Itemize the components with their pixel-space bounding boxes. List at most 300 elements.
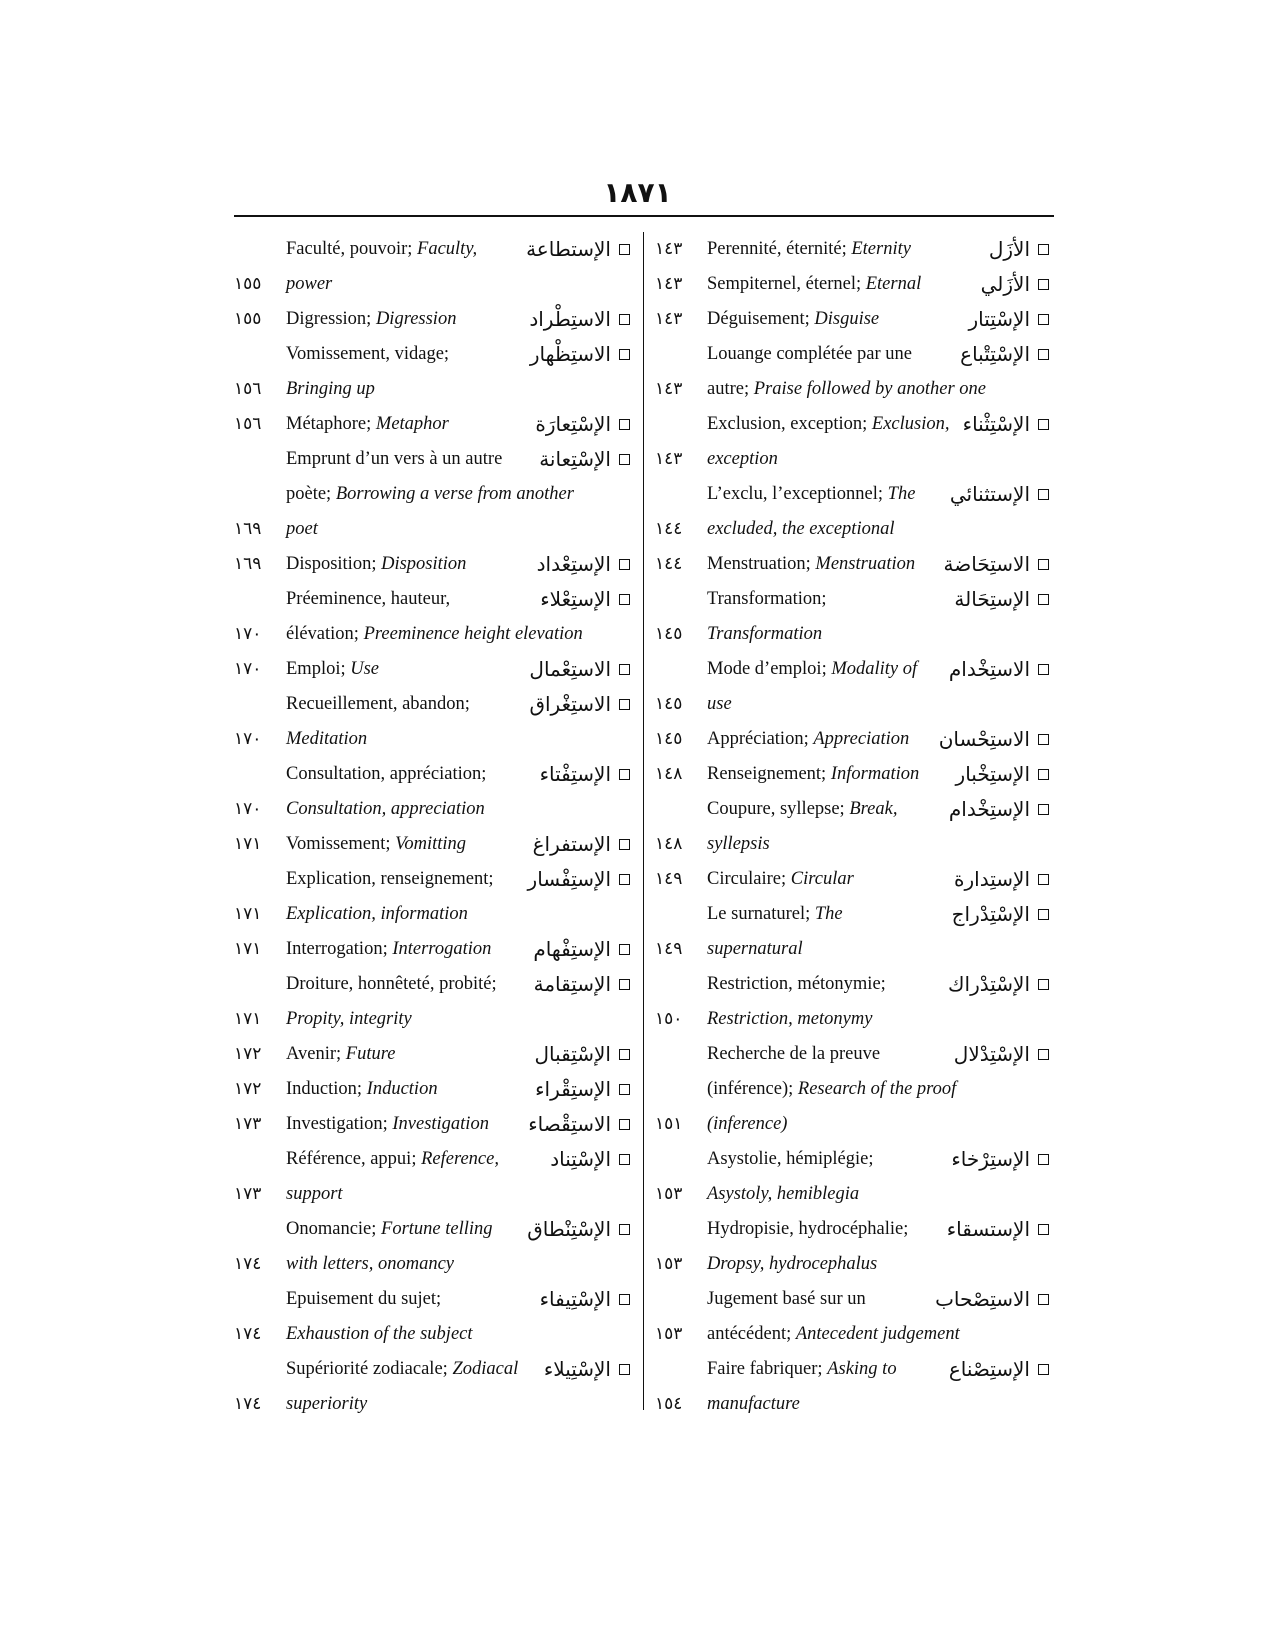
entry-translation	[707, 232, 911, 267]
arabic-term	[951, 1142, 1049, 1177]
page-ref: ١٧٤	[234, 1254, 262, 1274]
entry-translation	[286, 827, 466, 862]
entry-translation	[286, 722, 367, 757]
entry-translation	[286, 582, 450, 617]
entry-translation	[707, 372, 986, 407]
entry-line	[234, 267, 634, 302]
arabic-term-text: الإستِفْتاء	[539, 762, 611, 786]
arabic-term	[529, 652, 630, 687]
english-text: Antecedent judgement	[795, 1324, 960, 1344]
arabic-term	[535, 407, 630, 442]
page-ref: ١٤٥	[655, 729, 683, 749]
entry-translation	[286, 1387, 367, 1422]
entry-translation	[286, 407, 449, 442]
arabic-term	[535, 1072, 630, 1107]
arabic-term-text: الإستِقْراء	[535, 1077, 611, 1101]
english-text: excluded, the exceptional	[707, 519, 895, 539]
entry-line	[655, 512, 1053, 547]
square-bullet-icon	[619, 244, 630, 255]
arabic-term-text: الإستِرْخاء	[951, 1147, 1030, 1171]
entry-line	[655, 652, 1053, 687]
french-text: autre;	[707, 379, 754, 399]
entry-translation	[707, 722, 909, 757]
arabic-term	[529, 687, 630, 722]
arabic-term	[948, 967, 1049, 1002]
arabic-term-text: الإسْتِعانة	[539, 447, 611, 471]
entry-translation	[707, 967, 886, 1002]
entry-line	[234, 302, 634, 337]
entry-translation	[286, 932, 491, 967]
page-ref: ١٥٤	[655, 1394, 683, 1414]
arabic-term-text: الإستِعْداد	[536, 552, 611, 576]
arabic-term-text: الاستِقْصاء	[528, 1112, 611, 1136]
arabic-term	[989, 232, 1049, 267]
entry-line	[655, 1072, 1053, 1107]
square-bullet-icon	[619, 874, 630, 885]
square-bullet-icon	[619, 1154, 630, 1165]
entry-translation	[707, 1282, 866, 1317]
english-text: Induction	[366, 1079, 438, 1099]
english-text: (inference)	[707, 1114, 788, 1134]
french-text: Sempiternel, éternel;	[707, 274, 866, 294]
entry-line	[234, 1282, 634, 1317]
english-text: Exclusion,	[871, 414, 950, 434]
english-text: Exhaustion of the subject	[286, 1324, 473, 1344]
arabic-term-text: الأزَل	[988, 237, 1030, 261]
square-bullet-icon	[1038, 664, 1049, 675]
page-ref: ١٤٣	[655, 309, 683, 329]
entry-line	[234, 477, 634, 512]
english-text: with letters, onomancy	[286, 1254, 455, 1274]
entry-line	[234, 722, 634, 757]
entry-translation	[707, 827, 770, 862]
french-text: Recherche de la preuve	[707, 1044, 881, 1064]
english-text: Explication, information	[286, 904, 468, 924]
french-text: Restriction, métonymie;	[707, 974, 886, 994]
arabic-term	[528, 862, 630, 897]
french-text: Vomissement;	[286, 834, 396, 854]
french-text: Investigation;	[286, 1114, 393, 1134]
entry-line	[655, 1317, 1053, 1352]
arabic-term	[954, 582, 1049, 617]
english-text: Information	[830, 764, 920, 784]
entry-translation	[286, 1282, 441, 1317]
english-text: Circular	[790, 869, 854, 889]
square-bullet-icon	[1038, 279, 1049, 290]
entry-translation	[286, 1212, 493, 1247]
entry-line	[234, 512, 634, 547]
square-bullet-icon	[619, 419, 630, 430]
entry-line	[234, 372, 634, 407]
english-text: Research of the proof	[797, 1079, 957, 1099]
entry-translation	[707, 1107, 787, 1142]
square-bullet-icon	[619, 349, 630, 360]
page-ref: ١٧٢	[234, 1079, 262, 1099]
page-ref: ١٤٥	[655, 624, 683, 644]
entry-translation	[286, 1107, 489, 1142]
page-ref: ١٥٥	[234, 274, 262, 294]
arabic-term	[529, 302, 630, 337]
entry-line	[234, 232, 634, 267]
english-text: Eternal	[865, 274, 922, 294]
entry-line	[234, 1072, 634, 1107]
arabic-term-text: الإسْتِثْناء	[962, 412, 1030, 436]
page-ref: ١٧١	[234, 939, 262, 959]
arabic-term	[550, 1142, 630, 1177]
entry-translation	[286, 757, 486, 792]
entry-translation	[707, 1352, 897, 1387]
page-ref: ١٧١	[234, 834, 262, 854]
arabic-term-text: الاستِطْراد	[529, 307, 611, 331]
arabic-term	[539, 442, 630, 477]
french-text: Déguisement;	[707, 309, 815, 329]
entry-translation	[286, 442, 502, 477]
entry-translation	[707, 407, 950, 442]
entry-line	[234, 1247, 634, 1282]
french-text: Perennité, éternité;	[707, 239, 852, 259]
page-ref: ١٤٣	[655, 274, 683, 294]
square-bullet-icon	[1038, 1049, 1049, 1060]
english-text: Asking to	[827, 1359, 897, 1379]
entry-line	[234, 827, 634, 862]
english-text: syllepsis	[707, 834, 770, 854]
arabic-term-text: الاستِعْمال	[529, 657, 611, 681]
page-ref: ١٥٥	[234, 309, 262, 329]
french-text: Emprunt d’un vers à un autre	[286, 449, 503, 469]
entry-line	[234, 1352, 634, 1387]
page-number: ١٨٧١	[603, 176, 672, 209]
english-text: Bringing up	[286, 379, 375, 399]
english-text: Borrowing a verse from another	[335, 484, 574, 504]
arabic-term-text: الاستِحَاضة	[943, 552, 1030, 576]
square-bullet-icon	[1038, 769, 1049, 780]
french-text: L’exclu, l’exceptionnel;	[707, 484, 888, 504]
french-text: Circulaire;	[707, 869, 791, 889]
entry-line	[234, 792, 634, 827]
french-text: Métaphore;	[286, 414, 376, 434]
entry-line	[234, 757, 634, 792]
entry-translation	[707, 1212, 908, 1247]
english-text: Fortune telling	[381, 1219, 493, 1239]
arabic-term-text: الإستثنائي	[949, 482, 1030, 506]
entry-translation	[707, 512, 894, 547]
arabic-term-text: الإسْتِناد	[550, 1147, 611, 1171]
page-ref: ١٤٨	[655, 834, 683, 854]
arabic-term-text: الإستِحَالة	[954, 587, 1030, 611]
entry-line	[655, 1037, 1053, 1072]
english-text: Praise followed by another one	[753, 379, 986, 399]
english-text: superiority	[286, 1394, 368, 1414]
entry-translation	[707, 1317, 960, 1352]
french-text: Vomissement, vidage;	[286, 344, 450, 364]
square-bullet-icon	[619, 559, 630, 570]
arabic-term	[944, 547, 1049, 582]
entry-translation	[707, 792, 897, 827]
arabic-term-text: الأزَلي	[980, 272, 1030, 296]
english-text: Preeminence height elevation	[363, 624, 583, 644]
entry-translation	[286, 1002, 412, 1037]
english-text: Appreciation	[813, 729, 910, 749]
entry-translation	[707, 1177, 859, 1212]
arabic-term-text: الإستفراغ	[532, 832, 611, 856]
page-ref: ١٧٣	[234, 1114, 262, 1134]
entry-translation	[286, 337, 449, 372]
page-ref: ١٧٠	[234, 729, 262, 749]
entry-line	[655, 1387, 1053, 1422]
entry-translation	[286, 477, 574, 512]
french-text: élévation;	[286, 624, 364, 644]
french-text: Renseignement;	[707, 764, 831, 784]
english-text: manufacture	[707, 1394, 800, 1414]
french-text: Menstruation;	[707, 554, 816, 574]
entry-line	[655, 1107, 1053, 1142]
french-text: Transformation;	[707, 589, 827, 609]
entry-line	[655, 792, 1053, 827]
entry-line	[655, 757, 1053, 792]
entry-translation	[286, 652, 379, 687]
square-bullet-icon	[1038, 734, 1049, 745]
entry-translation	[707, 1072, 956, 1107]
page-ref: ١٥٦	[234, 379, 262, 399]
english-text: exception	[707, 449, 778, 469]
french-text: Préeminence, hauteur,	[286, 589, 451, 609]
square-bullet-icon	[619, 1294, 630, 1305]
square-bullet-icon	[619, 1224, 630, 1235]
arabic-term	[954, 1037, 1049, 1072]
entry-line	[234, 1107, 634, 1142]
french-text: Onomancie;	[286, 1219, 382, 1239]
entry-translation	[707, 897, 843, 932]
page-ref: ١٥٣	[655, 1324, 683, 1344]
entry-line	[234, 1387, 634, 1422]
english-text: support	[286, 1184, 343, 1204]
entry-line	[655, 442, 1053, 477]
french-text: Le surnaturel;	[707, 904, 815, 924]
entry-line	[655, 897, 1053, 932]
english-text: Propity, integrity	[286, 1009, 412, 1029]
page-ref: ١٧٠	[234, 659, 262, 679]
entry-line	[234, 442, 634, 477]
arabic-term	[954, 862, 1049, 897]
french-text: poète;	[286, 484, 336, 504]
page-ref: ١٧٣	[234, 1184, 262, 1204]
square-bullet-icon	[619, 979, 630, 990]
french-text: Disposition;	[286, 554, 382, 574]
arabic-term	[540, 757, 630, 792]
english-text: Reference,	[421, 1149, 499, 1169]
arabic-term-text: الإستِخْبار	[955, 762, 1030, 786]
entry-line	[234, 582, 634, 617]
square-bullet-icon	[619, 664, 630, 675]
entry-line	[234, 1142, 634, 1177]
arabic-term	[949, 652, 1049, 687]
arabic-term-text: الاستِخْدام	[948, 657, 1030, 681]
entry-line	[655, 862, 1053, 897]
french-text: (inférence);	[707, 1079, 798, 1099]
english-text: Digression	[375, 309, 457, 329]
english-text: Interrogation	[392, 939, 492, 959]
arabic-term	[960, 337, 1049, 372]
entry-line	[234, 897, 634, 932]
right-column	[655, 232, 1053, 1422]
french-text: Exclusion, exception;	[707, 414, 872, 434]
entry-translation	[707, 1037, 880, 1072]
entry-translation	[707, 687, 732, 722]
english-text: Eternity	[851, 239, 911, 259]
square-bullet-icon	[1038, 1154, 1049, 1165]
english-text: power	[286, 274, 333, 294]
arabic-term-text: الإستِدارة	[954, 867, 1030, 891]
square-bullet-icon	[1038, 559, 1049, 570]
entry-line	[655, 932, 1053, 967]
arabic-term	[527, 1212, 630, 1247]
page-ref: ١٤٣	[655, 449, 683, 469]
page-ref: ١٧٤	[234, 1394, 262, 1414]
arabic-term-text: الإستِفْهام	[533, 937, 611, 961]
entry-translation	[286, 1352, 518, 1387]
square-bullet-icon	[1038, 349, 1049, 360]
french-text: Epuisement du sujet;	[286, 1289, 442, 1309]
header-rule	[234, 215, 1054, 217]
arabic-term	[534, 1037, 630, 1072]
arabic-term-text: الإسْتِيلاء	[543, 1357, 611, 1381]
entry-line	[655, 547, 1053, 582]
arabic-term-text: الإسْتِدْلال	[953, 1042, 1030, 1066]
entry-line	[655, 687, 1053, 722]
square-bullet-icon	[619, 594, 630, 605]
entry-line	[655, 967, 1053, 1002]
page-ref: ١٤٩	[655, 869, 683, 889]
arabic-term-text: الإسْتِدْراك	[948, 972, 1030, 996]
arabic-term	[534, 967, 630, 1002]
entry-line	[234, 652, 634, 687]
entry-translation	[286, 1037, 395, 1072]
entry-line	[655, 1212, 1053, 1247]
page-ref: ١٥٣	[655, 1184, 683, 1204]
entry-translation	[707, 862, 854, 897]
entry-translation	[286, 1142, 499, 1177]
entry-line	[655, 1142, 1053, 1177]
arabic-term-text: الإسْتِيفاء	[539, 1287, 611, 1311]
entry-translation	[707, 757, 919, 792]
french-text: Supériorité zodiacale;	[286, 1359, 453, 1379]
square-bullet-icon	[619, 699, 630, 710]
page-ref: ١٧٠	[234, 799, 262, 819]
entry-translation	[707, 302, 879, 337]
english-text: Future	[345, 1044, 396, 1064]
arabic-term-text: الإسْتِتار	[968, 307, 1030, 331]
arabic-term-text: الإستِخْدام	[948, 797, 1030, 821]
french-text: Mode d’emploi;	[707, 659, 832, 679]
page-ref: ١٥٠	[655, 1009, 683, 1029]
entry-translation	[286, 1317, 473, 1352]
square-bullet-icon	[1038, 489, 1049, 500]
entry-line	[234, 1037, 634, 1072]
square-bullet-icon	[619, 1119, 630, 1130]
arabic-term	[528, 1107, 630, 1142]
french-text: Faculté, pouvoir;	[286, 239, 418, 259]
french-text: Digression;	[286, 309, 376, 329]
french-text: Interrogation;	[286, 939, 393, 959]
french-text: Jugement basé sur un	[707, 1289, 866, 1309]
english-text: Transformation	[707, 624, 823, 644]
french-text: Consultation, appréciation;	[286, 764, 487, 784]
english-text: Meditation	[286, 729, 368, 749]
arabic-term-text: الاستِحْسان	[938, 727, 1030, 751]
arabic-term-text: الإسْتِتْباع	[960, 342, 1030, 366]
entry-line	[234, 407, 634, 442]
square-bullet-icon	[1038, 979, 1049, 990]
arabic-term	[540, 582, 630, 617]
entry-translation	[707, 337, 912, 372]
page-ref: ١٧٠	[234, 624, 262, 644]
entry-translation	[286, 617, 583, 652]
entry-translation	[707, 267, 921, 302]
entry-translation	[707, 477, 915, 512]
arabic-term	[935, 1282, 1049, 1317]
arabic-term-text: الاستِغْراق	[529, 692, 611, 716]
french-text: Louange complétée par une	[707, 344, 912, 364]
entry-translation	[707, 1247, 877, 1282]
page-ref: ١٧١	[234, 1009, 262, 1029]
entry-translation	[707, 1142, 873, 1177]
entry-translation	[286, 1177, 343, 1212]
entry-translation	[286, 512, 318, 547]
english-text: Consultation, appreciation	[286, 799, 485, 819]
entry-line	[655, 407, 1053, 442]
arabic-term	[963, 407, 1049, 442]
square-bullet-icon	[1038, 1364, 1049, 1375]
french-text: Appréciation;	[707, 729, 814, 749]
page-ref: ١٤٣	[655, 239, 683, 259]
arabic-term-text: الإستِقامة	[533, 972, 611, 996]
entry-line	[655, 1002, 1053, 1037]
entry-line	[234, 337, 634, 372]
french-text: Avenir;	[286, 1044, 346, 1064]
page-ref: ١٦٩	[234, 519, 262, 539]
arabic-term	[530, 337, 630, 372]
english-text: supernatural	[707, 939, 803, 959]
page-ref: ١٧٤	[234, 1324, 262, 1344]
arabic-term-text: الاستِصْحاب	[935, 1287, 1030, 1311]
french-text: Faire fabriquer;	[707, 1359, 828, 1379]
entry-translation	[286, 1247, 454, 1282]
square-bullet-icon	[619, 839, 630, 850]
page-ref: ١٦٩	[234, 554, 262, 574]
page-ref: ١٥٣	[655, 1254, 683, 1274]
square-bullet-icon	[1038, 1294, 1049, 1305]
page-ref: ١٤٨	[655, 764, 683, 784]
arabic-term	[939, 722, 1049, 757]
square-bullet-icon	[619, 1084, 630, 1095]
page-ref: ١٤٥	[655, 694, 683, 714]
entry-translation	[286, 547, 466, 582]
square-bullet-icon	[1038, 1224, 1049, 1235]
entry-line	[234, 932, 634, 967]
arabic-term	[950, 477, 1049, 512]
english-text: Break,	[849, 799, 898, 819]
entry-translation	[707, 932, 803, 967]
square-bullet-icon	[1038, 244, 1049, 255]
arabic-term-text: الإستطاعة	[526, 237, 611, 261]
entry-line	[655, 1282, 1053, 1317]
entry-line	[234, 687, 634, 722]
entry-line	[234, 547, 634, 582]
square-bullet-icon	[619, 769, 630, 780]
entry-line	[234, 862, 634, 897]
entry-line	[655, 232, 1053, 267]
page-ref: ١٤٤	[655, 519, 683, 539]
